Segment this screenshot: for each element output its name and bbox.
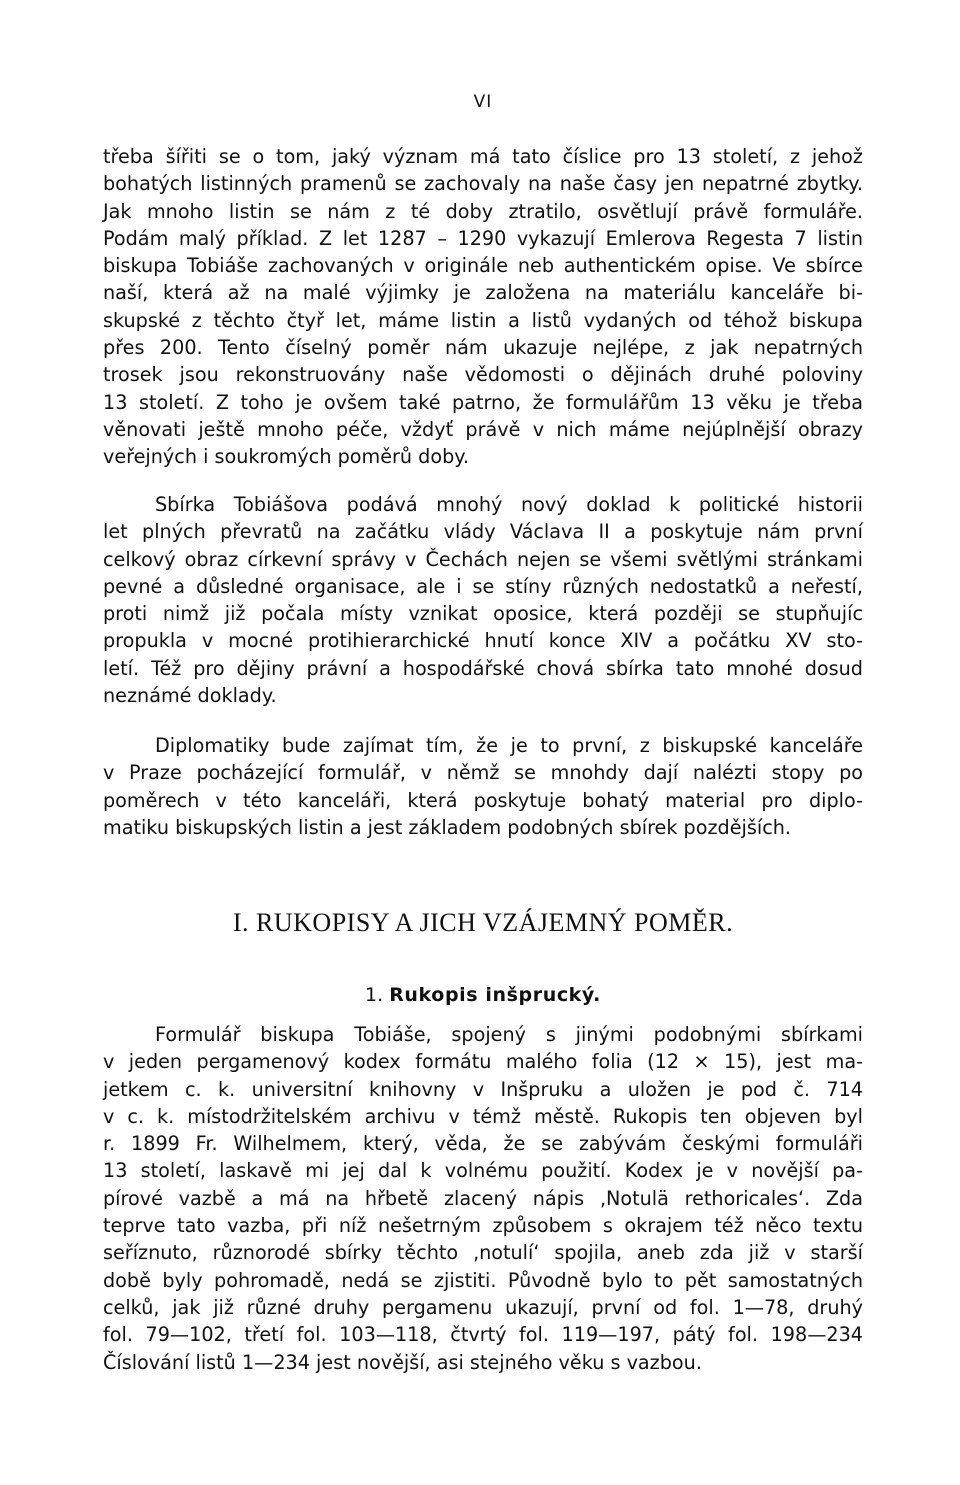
text-line: celků, jak již různé druhy pergamenu ukazují, první od fol. 1—78, druhý: [103, 1295, 863, 1319]
text-line: poměrech v této kanceláři, která poskytuje bohatý material pro diplo-: [103, 788, 863, 812]
text-line: let plných převratů na začátku vlády Václava II a poskytuje nám první: [103, 520, 863, 544]
text-line: teprve tato vazba, při níž nešetrným způsobem s okrajem též něco textu: [103, 1214, 863, 1238]
text-line: biskupa Tobiáše zachovaných v originále neb authentickém opise. Ve sbírce: [103, 254, 863, 278]
text-line: naší, která až na malé výjimky je založena na materiálu kanceláře bi-: [103, 281, 863, 305]
text-line: v Praze pocházející formulář, v němž se mnohdy dají nalézti stopy po: [103, 761, 863, 785]
chapter-title: I. RUKOPISY A JICH VZÁJEMNÝ POMĚR.: [232, 908, 734, 937]
text-line: fol. 79—102, třetí fol. 103—118, čtvrtý fol. 119—197, pátý fol. 198—234: [103, 1323, 863, 1347]
page-number: VI: [473, 92, 493, 112]
text-line: neznámé doklady.: [103, 684, 277, 708]
text-line: Podám malý příklad. Z let 1287 – 1290 vykazují Emlerova Regesta 7 listin: [103, 226, 863, 250]
text-line: celkový obraz církevní správy v Čechách nejen se všemi světlými stránkami: [103, 547, 863, 571]
section-title: [103, 984, 863, 1006]
paragraph-1: [103, 143, 863, 471]
paragraph-2: [103, 491, 863, 709]
text-line: proti nimž již počala místy vznikat oposice, která později se stupňujíc: [103, 602, 863, 626]
text-line: Sbírka Tobiášova podává mnohý nový doklad k politické historii: [155, 493, 863, 516]
text-line: bohatých listinných pramenů se zachovaly na naše časy jen nepatrné zbytky.: [103, 172, 863, 196]
text-line: třeba šířiti se o tom, jaký význam má tato číslice pro 13 století, z jehož: [103, 145, 863, 168]
text-line: seříznuto, různorodé sbírky těchto ‚notulí‘ spojila, aneb zda již v starší: [103, 1241, 863, 1265]
paragraph-3: [103, 732, 863, 841]
text-line: Číslování listů 1—234 jest novější, asi stejného věku s vazbou.: [103, 1350, 702, 1374]
text-line: věnovati ještě mnoho péče, vždyť právě v nich máme nejúplnější obrazy: [103, 417, 863, 441]
text-line: době byly pohromadě, nedá se zjistiti. Původně bylo to pět samostatných: [103, 1268, 863, 1292]
section-number: 1.: [365, 984, 384, 1006]
text-line: letí. Též pro dějiny právní a hospodářské chová sbírka tato mnohé dosud: [103, 656, 863, 680]
text-line: skupské z těchto čtyř let, máme listin a listů vydaných od téhož biskupa: [103, 308, 863, 332]
text-line: 13 století. Z toho je ovšem také patrno, že formulářům 13 věku je třeba: [103, 390, 863, 414]
text-line: matiku biskupských listin a jest základem podobných sbírek pozdějších.: [103, 815, 792, 839]
text-line: Diplomatiky bude zajímat tím, že je to první, z biskupské kanceláře: [155, 734, 863, 757]
section-heading-text: Rukopis inšprucký.: [389, 984, 601, 1006]
text-line: jetkem c. k. universitní knihovny v Inšpruku a uložen je pod č. 714: [103, 1077, 863, 1101]
text-line: přes 200. Tento číselný poměr nám ukazuje nejlépe, z jak nepatrných: [103, 336, 863, 360]
text-line: 13 století, laskavě mi jej dal k volnému použití. Kodex je v novější pa-: [103, 1159, 863, 1183]
text-line: r. 1899 Fr. Wilhelmem, který, věda, že se zabývám českými formuláři: [103, 1132, 863, 1156]
text-line: pevné a důsledné organisace, ale i se stíny různých nedostatků a neřestí,: [103, 574, 863, 598]
text-line: Jak mnoho listin se nám z té doby ztratilo, osvětlují právě formuláře.: [103, 199, 863, 223]
text-line: v jeden pergamenový kodex formátu malého folia (12 × 15), jest ma-: [103, 1050, 863, 1074]
text-line: Formulář biskupa Tobiáše, spojený s jinými podobnými sbírkami: [155, 1023, 863, 1046]
text-line: pírové vazbě a má na hřbetě zlacený nápis ‚Notulä rethoricales‘. Zda: [103, 1186, 863, 1210]
text-line: v c. k. místodržitelském archivu v témž městě. Rukopis ten objeven byl: [103, 1104, 863, 1128]
text-line: trosek jsou rekonstruovány naše vědomosti o dějinách druhé poloviny: [103, 363, 863, 387]
text-line: propukla v mocné protihierarchické hnutí konce XIV a počátku XV sto-: [103, 629, 863, 653]
text-line: veřejných i soukromých poměrů doby.: [103, 445, 469, 469]
paragraph-4: [103, 1021, 863, 1376]
